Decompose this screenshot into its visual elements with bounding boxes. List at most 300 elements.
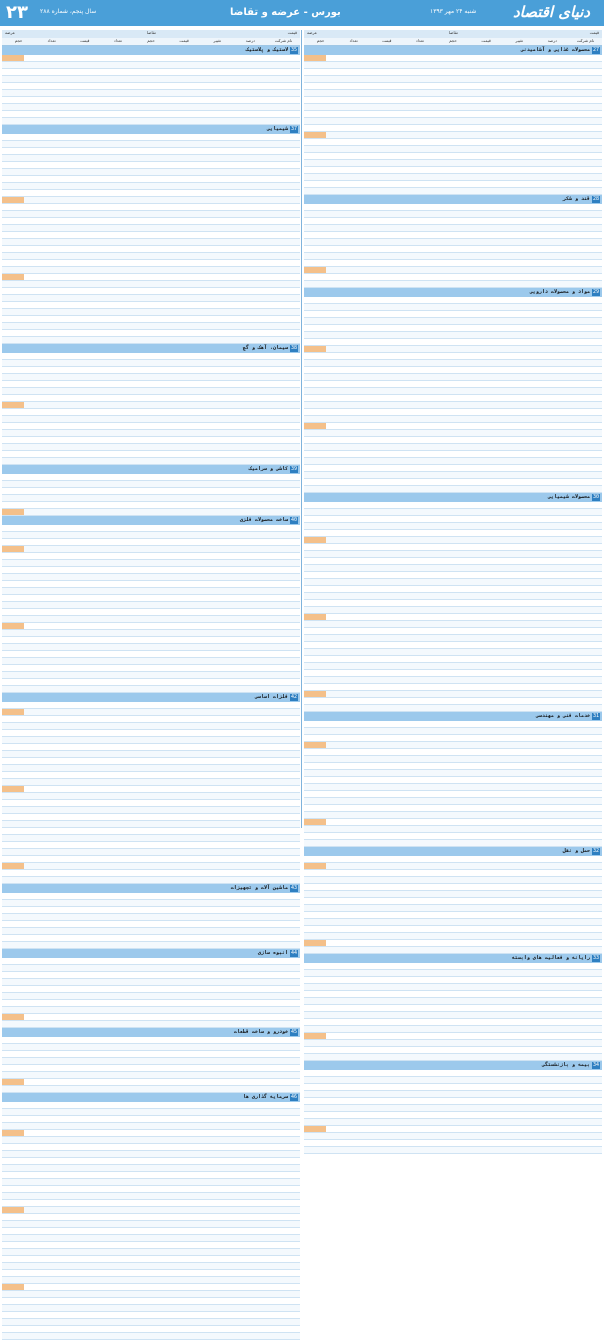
- table-row: [304, 537, 602, 544]
- group-title: فلزات اساسی: [254, 694, 288, 700]
- table-row: [2, 281, 300, 288]
- header-demand: تقاضا: [146, 30, 156, 35]
- table-row: [2, 1214, 300, 1221]
- table-row: [304, 1105, 602, 1112]
- column-subheader: تعداد: [113, 38, 122, 43]
- table-row: [2, 62, 300, 69]
- group-number: 44: [290, 950, 298, 956]
- table-row: [304, 1084, 602, 1091]
- table-row: [304, 770, 602, 777]
- table-row: [304, 281, 602, 288]
- table-row: [2, 828, 300, 835]
- table-row: [304, 798, 602, 805]
- table-row: [2, 658, 300, 665]
- table-row: [2, 1065, 300, 1072]
- table-row: [2, 1284, 300, 1291]
- column-subheader: قیمت: [481, 38, 491, 43]
- table-row: [2, 274, 300, 281]
- table-row: [304, 833, 602, 840]
- header-price: قیمت: [287, 30, 297, 35]
- highlight-cell: [2, 709, 24, 715]
- table-row: [304, 898, 602, 905]
- table-row: [304, 558, 602, 565]
- table-row: [2, 814, 300, 821]
- table-row: [2, 1193, 300, 1200]
- table-row: [2, 772, 300, 779]
- table-row: [304, 991, 602, 998]
- table-row: [2, 716, 300, 723]
- table-row: [2, 90, 300, 97]
- table-row: [2, 849, 300, 856]
- group-title: خودرو و ساخت قطعات: [233, 1029, 288, 1035]
- table-row: [2, 928, 300, 935]
- table-row: [304, 884, 602, 891]
- table-row: [2, 190, 300, 197]
- group-header: [2, 125, 300, 134]
- table-row: [304, 153, 602, 160]
- table-row: [304, 812, 602, 819]
- right-column-header-sub: [304, 38, 602, 46]
- highlight-cell: [2, 197, 24, 203]
- table-row: [2, 111, 300, 118]
- table-row: [304, 218, 602, 225]
- group-title: مواد و محصولات دارویی: [529, 289, 590, 295]
- table-row: [304, 756, 602, 763]
- table-row: [2, 1277, 300, 1284]
- table-row: [2, 737, 300, 744]
- table-row: [304, 1126, 602, 1133]
- highlight-cell: [2, 786, 24, 792]
- group-number: 46: [290, 1094, 298, 1100]
- table-row: [304, 1005, 602, 1012]
- highlight-cell: [2, 623, 24, 629]
- left-column-header-top: [2, 30, 300, 38]
- table-row: [2, 532, 300, 539]
- table-row: [304, 332, 602, 339]
- table-row: [2, 644, 300, 651]
- table-row: [304, 90, 602, 97]
- group-title: محصولات غذایی و آشامیدنی: [520, 47, 590, 53]
- newspaper-logo: دنیای اقتصاد: [512, 3, 590, 21]
- table-row: [2, 1123, 300, 1130]
- table-row: [2, 316, 300, 323]
- table-row: [304, 174, 602, 181]
- table-row: [2, 856, 300, 863]
- table-row: [304, 656, 602, 663]
- table-row: [304, 530, 602, 537]
- table-row: [2, 1256, 300, 1263]
- table-row: [2, 539, 300, 546]
- table-row: [2, 893, 300, 900]
- table-row: [2, 1270, 300, 1277]
- table-row: [304, 784, 602, 791]
- group-title: بیمه و بازنشستگی: [541, 1062, 590, 1068]
- masthead: [0, 0, 604, 26]
- group-header: [2, 1093, 300, 1102]
- group-title: لاستیک و پلاستیک: [245, 47, 288, 53]
- table-row: [304, 325, 602, 332]
- group-header: [2, 516, 300, 525]
- table-row: [2, 1116, 300, 1123]
- table-row: [304, 905, 602, 912]
- left-column-header-sub: [2, 38, 300, 46]
- table-row: [304, 374, 602, 381]
- table-row: [304, 1026, 602, 1033]
- table-row: [304, 423, 602, 430]
- table-row: [2, 360, 300, 367]
- table-row: [2, 758, 300, 765]
- highlight-cell: [2, 402, 24, 408]
- table-row: [304, 502, 602, 509]
- table-row: [2, 367, 300, 374]
- table-row: [2, 877, 300, 884]
- header-price: قیمت: [589, 30, 599, 35]
- table-row: [304, 749, 602, 756]
- table-row: [2, 1165, 300, 1172]
- table-row: [304, 870, 602, 877]
- group-header: [2, 465, 300, 474]
- table-row: [2, 1086, 300, 1093]
- table-row: [304, 297, 602, 304]
- table-row: [2, 260, 300, 267]
- table-row: [304, 253, 602, 260]
- table-row: [2, 1058, 300, 1065]
- table-row: [304, 246, 602, 253]
- table-row: [2, 495, 300, 502]
- table-row: [304, 877, 602, 884]
- table-row: [2, 302, 300, 309]
- table-row: [304, 55, 602, 62]
- column-subheader: تعداد: [47, 38, 56, 43]
- table-row: [2, 253, 300, 260]
- table-row: [304, 360, 602, 367]
- table-row: [2, 141, 300, 148]
- group-number: 42: [290, 694, 298, 700]
- table-row: [304, 670, 602, 677]
- table-row: [304, 572, 602, 579]
- group-number: 28: [592, 196, 600, 202]
- table-row: [304, 451, 602, 458]
- table-row: [2, 402, 300, 409]
- table-row: [304, 388, 602, 395]
- table-row: [304, 919, 602, 926]
- issue-info-right: شنبه ۲۴ مهر ۱۳۹۳: [430, 8, 477, 15]
- table-row: [2, 458, 300, 465]
- highlight-cell: [2, 546, 24, 552]
- table-row: [304, 579, 602, 586]
- column-subheader: تغییر: [515, 38, 524, 43]
- table-row: [2, 935, 300, 942]
- highlight-cell: [2, 1079, 24, 1085]
- group-number: 37: [290, 126, 298, 132]
- group-title: شیمیایی: [266, 126, 288, 132]
- table-row: [304, 274, 602, 281]
- table-row: [304, 232, 602, 239]
- column-subheader: قیمت: [80, 38, 90, 43]
- table-row: [304, 204, 602, 211]
- table-row: [2, 609, 300, 616]
- table-row: [2, 430, 300, 437]
- table-row: [2, 1130, 300, 1137]
- table-row: [2, 239, 300, 246]
- group-title: سیمان، آهک و گچ: [242, 345, 288, 351]
- table-row: [2, 1221, 300, 1228]
- table-row: [2, 337, 300, 344]
- right-column-header-top: [304, 30, 602, 38]
- group-title: محصولات شیمیایی: [547, 494, 590, 500]
- table-row: [304, 926, 602, 933]
- highlight-cell: [2, 1284, 24, 1290]
- table-row: [2, 807, 300, 814]
- header-supply: عرضه: [307, 30, 318, 35]
- table-row: [304, 430, 602, 437]
- highlight-cell: [304, 940, 326, 946]
- table-row: [2, 835, 300, 842]
- table-row: [304, 614, 602, 621]
- table-row: [304, 62, 602, 69]
- group-number: 35: [290, 47, 298, 53]
- table-row: [2, 1312, 300, 1319]
- table-row: [304, 1033, 602, 1040]
- highlight-cell: [2, 509, 24, 515]
- highlight-cell: [2, 1130, 24, 1136]
- table-row: [2, 204, 300, 211]
- table-row: [2, 751, 300, 758]
- highlight-cell: [304, 691, 326, 697]
- table-row: [304, 267, 602, 274]
- group-number: 38: [290, 345, 298, 351]
- table-row: [2, 1326, 300, 1333]
- table-row: [304, 984, 602, 991]
- table-row: [2, 800, 300, 807]
- table-row: [2, 1051, 300, 1058]
- table-row: [2, 134, 300, 141]
- group-header: [2, 46, 300, 55]
- table-row: [2, 870, 300, 877]
- table-row: [2, 1137, 300, 1144]
- highlight-cell: [304, 863, 326, 869]
- table-row: [304, 83, 602, 90]
- group-header: [304, 1061, 602, 1070]
- table-row: [2, 1305, 300, 1312]
- table-row: [304, 1070, 602, 1077]
- right-column-rows: [304, 46, 602, 1154]
- table-row: [304, 304, 602, 311]
- table-row: [304, 1019, 602, 1026]
- group-header: [2, 949, 300, 958]
- table-row: [2, 118, 300, 125]
- table-row: [304, 684, 602, 691]
- table-row: [2, 374, 300, 381]
- group-number: 33: [592, 955, 600, 961]
- table-row: [304, 1119, 602, 1126]
- table-row: [2, 986, 300, 993]
- group-header: [304, 954, 602, 963]
- table-row: [2, 474, 300, 481]
- group-header: [2, 693, 300, 702]
- table-row: [2, 993, 300, 1000]
- group-header: [304, 847, 602, 856]
- table-row: [304, 395, 602, 402]
- highlight-cell: [304, 55, 326, 61]
- table-row: [2, 83, 300, 90]
- table-row: [304, 600, 602, 607]
- table-row: [2, 1179, 300, 1186]
- table-row: [2, 1200, 300, 1207]
- table-row: [304, 509, 602, 516]
- group-number: 27: [592, 47, 600, 53]
- highlight-cell: [304, 346, 326, 352]
- table-row: [2, 1242, 300, 1249]
- table-row: [2, 1037, 300, 1044]
- table-row: [304, 1040, 602, 1047]
- table-row: [2, 309, 300, 316]
- table-row: [304, 381, 602, 388]
- section-title: بورس - عرضه و تقاضا: [230, 7, 341, 18]
- table-row: [304, 139, 602, 146]
- column-subheader: نام شرکت: [274, 38, 293, 43]
- table-row: [304, 516, 602, 523]
- table-row: [304, 621, 602, 628]
- page-number: ۲۳: [6, 2, 28, 23]
- group-number: 32: [592, 848, 600, 854]
- table-row: [304, 628, 602, 635]
- table-row: [304, 840, 602, 847]
- table-row: [2, 672, 300, 679]
- table-row: [2, 225, 300, 232]
- table-row: [304, 791, 602, 798]
- table-row: [2, 942, 300, 949]
- table-row: [2, 267, 300, 274]
- group-number: 34: [592, 1062, 600, 1068]
- table-row: [2, 1319, 300, 1326]
- table-row: [2, 679, 300, 686]
- column-subheader: حجم: [147, 38, 155, 43]
- table-row: [304, 826, 602, 833]
- table-row: [2, 914, 300, 921]
- group-title: حمل و نقل: [562, 848, 590, 854]
- table-row: [2, 416, 300, 423]
- table-row: [2, 842, 300, 849]
- table-row: [304, 663, 602, 670]
- table-row: [2, 162, 300, 169]
- table-row: [304, 160, 602, 167]
- table-row: [2, 76, 300, 83]
- table-row: [2, 1291, 300, 1298]
- table-row: [304, 181, 602, 188]
- table-row: [2, 616, 300, 623]
- table-row: [2, 97, 300, 104]
- table-row: [304, 947, 602, 954]
- table-row: [2, 686, 300, 693]
- highlight-cell: [304, 614, 326, 620]
- table-row: [304, 1133, 602, 1140]
- group-header: [304, 493, 602, 502]
- table-row: [304, 188, 602, 195]
- group-header: [304, 46, 602, 55]
- table-row: [2, 1263, 300, 1270]
- table-row: [304, 970, 602, 977]
- table-row: [2, 104, 300, 111]
- column-subheader: حجم: [316, 38, 325, 43]
- header-demand: تقاضا: [448, 30, 458, 35]
- column-subheader: درصد: [245, 38, 255, 43]
- table-row: [2, 509, 300, 516]
- table-row: [2, 1072, 300, 1079]
- table-row: [304, 777, 602, 784]
- table-row: [2, 246, 300, 253]
- table-row: [304, 76, 602, 83]
- table-row: [304, 544, 602, 551]
- table-row: [2, 965, 300, 972]
- group-header: [2, 1028, 300, 1037]
- right-column-table: [304, 30, 602, 1068]
- highlight-cell: [304, 537, 326, 543]
- table-row: [304, 465, 602, 472]
- highlight-cell: [2, 863, 24, 869]
- table-row: [304, 1147, 602, 1154]
- table-row: [304, 1054, 602, 1061]
- table-row: [304, 437, 602, 444]
- table-row: [304, 311, 602, 318]
- column-subheader: تغییر: [213, 38, 222, 43]
- table-row: [2, 972, 300, 979]
- table-row: [2, 709, 300, 716]
- table-row: [2, 451, 300, 458]
- group-title: سرمایه گذاری ها: [242, 1094, 288, 1100]
- table-row: [304, 458, 602, 465]
- table-row: [304, 742, 602, 749]
- table-row: [304, 763, 602, 770]
- table-row: [2, 148, 300, 155]
- table-row: [304, 111, 602, 118]
- table-row: [304, 963, 602, 970]
- table-row: [304, 691, 602, 698]
- table-row: [304, 728, 602, 735]
- table-row: [2, 502, 300, 509]
- table-row: [2, 979, 300, 986]
- table-row: [304, 863, 602, 870]
- table-row: [2, 211, 300, 218]
- table-row: [2, 1151, 300, 1158]
- table-row: [2, 779, 300, 786]
- table-row: [304, 167, 602, 174]
- group-title: انبوه سازی: [257, 950, 288, 956]
- group-number: 31: [592, 713, 600, 719]
- table-row: [304, 1098, 602, 1105]
- table-row: [2, 169, 300, 176]
- table-row: [2, 702, 300, 709]
- table-row: [2, 1014, 300, 1021]
- table-row: [2, 1172, 300, 1179]
- table-row: [304, 486, 602, 493]
- table-row: [304, 346, 602, 353]
- table-row: [304, 472, 602, 479]
- table-row: [304, 819, 602, 826]
- table-row: [304, 998, 602, 1005]
- table-row: [304, 1012, 602, 1019]
- table-row: [304, 104, 602, 111]
- group-header: [304, 195, 602, 204]
- table-row: [304, 1112, 602, 1119]
- highlight-cell: [2, 55, 24, 61]
- column-subheader: قیمت: [382, 38, 392, 43]
- group-number: 43: [290, 885, 298, 891]
- table-row: [2, 581, 300, 588]
- table-row: [304, 1140, 602, 1147]
- table-row: [2, 907, 300, 914]
- table-row: [2, 595, 300, 602]
